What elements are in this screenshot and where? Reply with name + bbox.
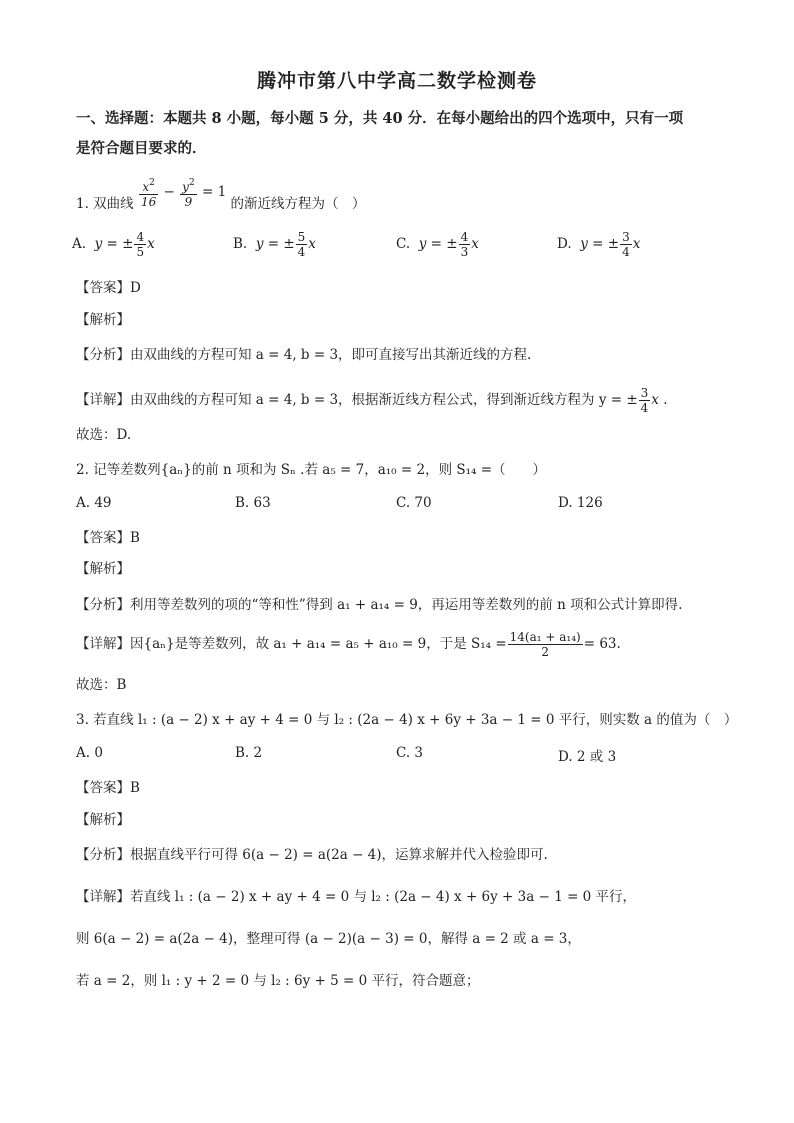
q3-option-b: B. 2 [235,745,263,761]
q3-option-c: C. 3 [396,745,424,761]
q2-xiangjie: 【详解】因{aₙ}是等差数列，故 a₁ + a₁₄ = a₅ + a₁₀ = 9，于是 S₁₄ = $\frac{\text{14(a₁ + a₁₄)}}{2}$ = 63. [76,630,621,659]
q1-prefix: 1. 双曲线 [76,196,134,212]
q2-option-a: A. 49 [76,495,112,511]
q2-answer: 【答案】B [76,530,140,546]
q3-option-a: A. 0 [76,745,103,761]
q3-answer: 【答案】B [76,780,140,796]
q2-choose: 故选：B [76,677,127,693]
q1-option-c: C. y = ± $\frac{4}{3}$ x [396,230,479,259]
q3-analysis-tag: 【解析】 [76,812,130,828]
q2-analysis-tag: 【解析】 [76,561,130,577]
q1-suffix: 的渐近线方程为（ ） [230,196,366,212]
q1-fenxi: 【分析】由双曲线的方程可知 a = 4, b = 3，即可直接写出其渐近线的方程. [76,347,532,363]
q3-line3: 若 a = 2，则 l₁ : y + 2 = 0 与 l₂ : 6y + 5 = 0 平行，符合题意； [76,973,480,989]
q1-xiangjie: 【详解】由双曲线的方程可知 a = 4, b = 3，根据渐近线方程公式，得到渐近线方程为 y = ± $\frac{3}{4}$ x . [76,386,668,415]
q1-option-b: B. y = ± $\frac{5}{4}$ x [233,230,316,259]
q1-option-a: A. y = ± $\frac{4}{5}$ x [72,230,155,259]
page-title: 腾冲市第八中学高二数学检测卷 [256,70,537,92]
section-heading-line1: 一、选择题：本题共 8 小题，每小题 5 分，共 40 分．在每小题给出的四个选项中，只有一项 [76,110,684,127]
q1-stem [76,176,365,212]
q2-option-b: B. 63 [235,495,271,511]
q2-option-d: D. 126 [558,495,603,511]
q3-stem: 3. 若直线 l₁ : (a − 2) x + ay + 4 = 0 与 l₂ : (2a − 4) x + 6y + 3a − 1 = 0 平行，则实数 a 的值为（ ） [76,712,738,728]
q1-choose: 故选：D. [76,427,132,443]
q1-answer: 【答案】D [76,280,141,296]
q3-xiangjie: 【详解】若直线 l₁ : (a − 2) x + ay + 4 = 0 与 l₂ : (2a − 4) x + 6y + 3a − 1 = 0 平行， [76,889,637,905]
section-heading [76,104,736,164]
q3-option-d: D. 2 或 3 [558,749,617,765]
q2-fenxi: 【分析】利用等差数列的项的“等和性”得到 a₁ + a₁₄ = 9，再运用等差数列的前 n 项和公式计算即得. [76,597,683,613]
q1-analysis-tag: 【解析】 [76,312,130,328]
q3-line2: 则 6(a − 2) = a(2a − 4)，整理可得 (a − 2)(a − 3) = 0，解得 a = 2 或 a = 3， [76,931,581,947]
q1-option-d: D. y = ± $\frac{3}{4}$ x [557,230,641,259]
q2-stem: 2. 记等差数列{aₙ}的前 n 项和为 Sₙ .若 a₅ = 7，a₁₀ = 2，则 S₁₄ =（ ） [76,462,547,478]
section-heading-line2: 是符合题目要求的． [76,140,207,157]
q3-fenxi: 【分析】根据直线平行可得 6(a − 2) = a(2a − 4)，运算求解并代入检验即可. [76,847,548,863]
q2-option-c: C. 70 [396,495,432,511]
q1-equation: $\frac{x^2}{16}$ − $\frac{y^2}{9}$ = 1 [140,178,227,209]
